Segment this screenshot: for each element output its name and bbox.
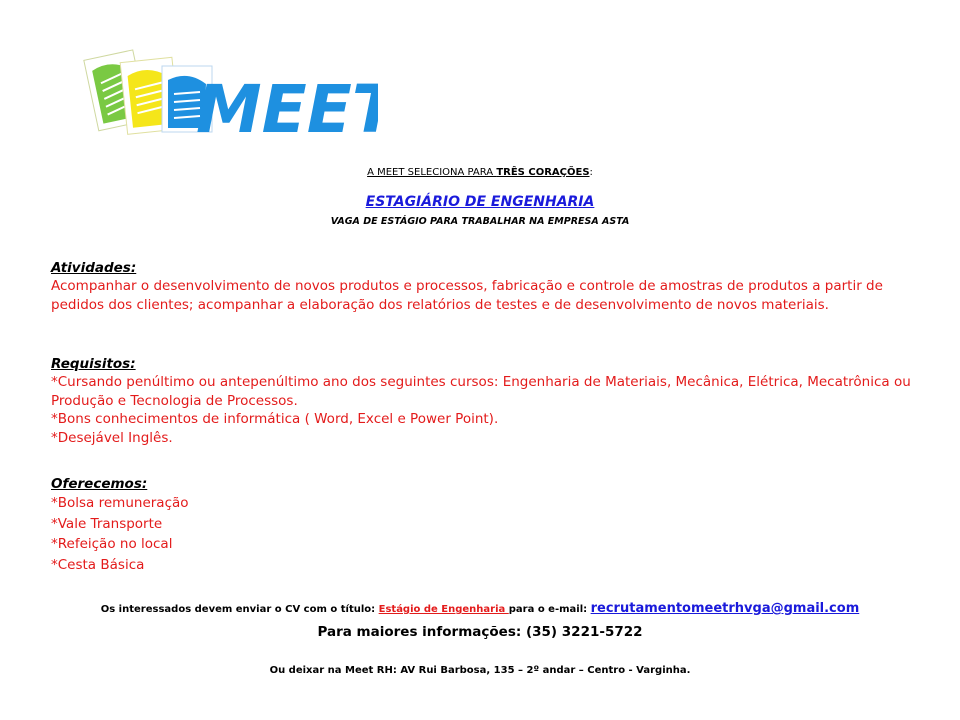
job-subtitle: VAGA DE ESTÁGIO PARA TRABALHAR NA EMPRESA ASTA bbox=[330, 216, 630, 227]
intro-suffix: : bbox=[589, 167, 593, 178]
section-oferecemos bbox=[51, 475, 921, 575]
beneficio-item: *Vale Transporte bbox=[51, 515, 163, 532]
atividades-text: Acompanhar o desenvolvimento de novos produtos e processos, fabricação e controle de amostras de produtos a partir de pedidos dos clientes; acompanhar a elaboração dos relatórios de testes e de desenvolvimento de novos materiais. bbox=[51, 278, 883, 313]
section-requisitos bbox=[51, 355, 921, 447]
meet-logo-icon bbox=[78, 36, 378, 141]
section-atividades bbox=[51, 259, 921, 314]
info-phone: Para maiores informações: (35) 3221-5722 bbox=[317, 624, 643, 640]
meet-logo bbox=[78, 36, 378, 141]
logo-wordmark: MEET bbox=[196, 71, 378, 141]
requisito-item: *Bons conhecimentos de informática ( Word, Excel e Power Point). bbox=[51, 411, 499, 427]
contact-prefix: Os interessados devem enviar o CV com o título: bbox=[100, 604, 379, 615]
contact-middle: para o e-mail: bbox=[508, 604, 591, 615]
intro-line bbox=[0, 167, 960, 178]
contact-subject: Estágio de Engenharia bbox=[378, 604, 509, 615]
address-line: Ou deixar na Meet RH: AV Rui Barbosa, 135 – 2º andar – Centro - Varginha. bbox=[269, 665, 691, 676]
requisito-item: *Cursando penúltimo ou antepenúltimo ano dos seguintes cursos: Engenharia de Materiais, Mecânica, Elétrica, Mecatrônica ou Produção e Tecnologia de Processos. bbox=[51, 374, 911, 409]
beneficio-item: *Refeição no local bbox=[51, 536, 173, 552]
contact-email-link[interactable]: recrutamentomeetrhvga@gmail.com bbox=[590, 601, 860, 616]
requisito-item: *Desejável Inglês. bbox=[51, 429, 173, 446]
intro-city: TRÊS CORAÇÕES bbox=[496, 167, 590, 178]
contact-line bbox=[0, 601, 960, 616]
beneficio-item: *Bolsa remuneração bbox=[51, 495, 189, 511]
intro-prefix: A MEET SELECIONA PARA bbox=[367, 167, 497, 178]
atividades-heading: Atividades: bbox=[51, 260, 137, 276]
job-title: ESTAGIÁRIO DE ENGENHARIA bbox=[365, 194, 595, 210]
requisitos-heading: Requisitos: bbox=[51, 356, 136, 372]
beneficio-item: *Cesta Básica bbox=[51, 556, 145, 573]
oferecemos-heading: Oferecemos: bbox=[51, 476, 148, 492]
